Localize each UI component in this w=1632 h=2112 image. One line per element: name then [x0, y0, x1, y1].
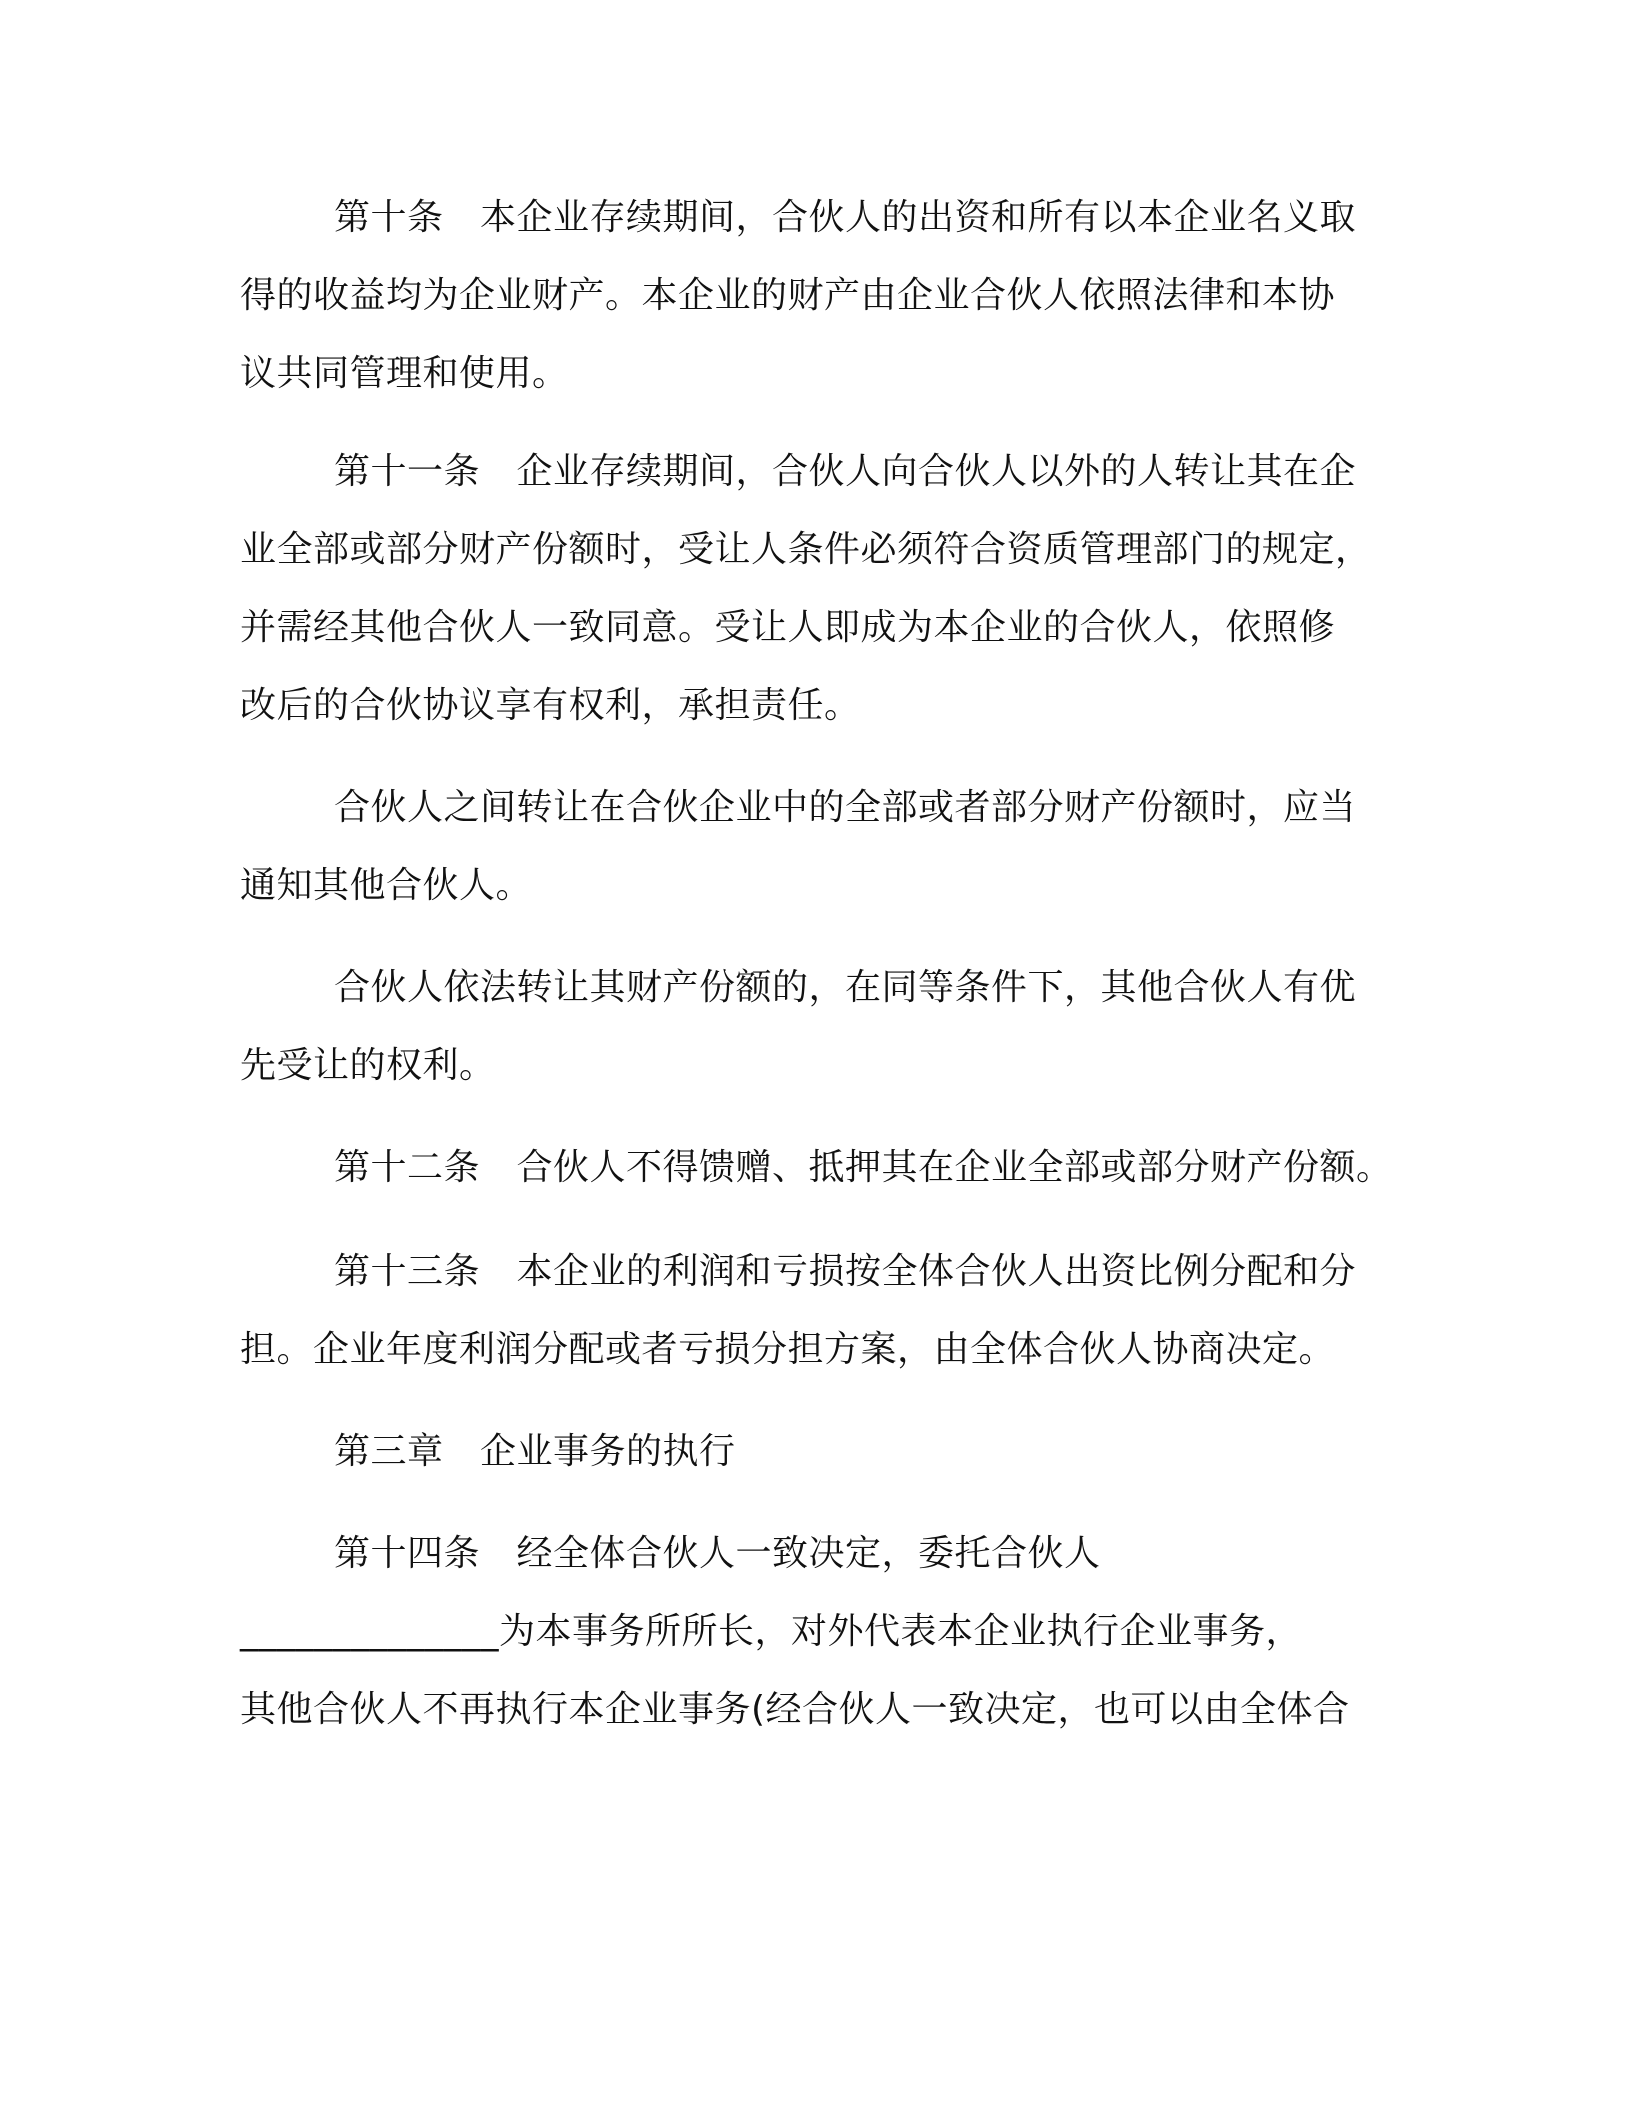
article-10-line-2: 得的收益均为企业财产。本企业的财产由企业合伙人依照法律和本协 [240, 275, 1336, 316]
article-10-line-3: 议共同管理和使用。 [240, 353, 569, 394]
transfer-between-partners-line-1: 合伙人之间转让在合伙企业中的全部或者部分财产份额时，应当 [334, 787, 1357, 828]
article-14-line-3: 其他合伙人不再执行本企业事务(经合伙人一致决定，也可以由全体合 [240, 1689, 1350, 1730]
article-10-line-1: 第十条 本企业存续期间，合伙人的出资和所有以本企业名义取 [334, 197, 1357, 238]
transfer-between-partners-line-2: 通知其他合伙人。 [240, 865, 533, 906]
article-14-line-1: 第十四条 经全体合伙人一致决定，委托合伙人 [334, 1533, 1101, 1574]
article-11-line-1: 第十一条 企业存续期间，合伙人向合伙人以外的人转让其在企 [334, 451, 1357, 492]
article-11-line-2: 业全部或部分财产份额时，受让人条件必须符合资质管理部门的规定， [240, 529, 1372, 570]
priority-transfer-line-1: 合伙人依法转让其财产份额的，在同等条件下，其他合伙人有优 [334, 967, 1357, 1008]
article-13-line-1: 第十三条 本企业的利润和亏损按全体合伙人出资比例分配和分 [334, 1251, 1357, 1292]
article-14-line-2: ______________为本事务所所长，对外代表本企业执行企业事务， [240, 1611, 1303, 1652]
article-13-line-2: 担。企业年度利润分配或者亏损分担方案，由全体合伙人协商决定。 [240, 1329, 1336, 1370]
chapter-3-heading: 第三章 企业事务的执行 [334, 1431, 736, 1472]
article-12-line-1: 第十二条 合伙人不得馈赠、抵押其在企业全部或部分财产份额。 [334, 1147, 1393, 1188]
article-11-line-3: 并需经其他合伙人一致同意。受让人即成为本企业的合伙人，依照修 [240, 607, 1336, 648]
article-11-line-4: 改后的合伙协议享有权利，承担责任。 [240, 685, 861, 726]
priority-transfer-line-2: 先受让的权利。 [240, 1045, 496, 1086]
